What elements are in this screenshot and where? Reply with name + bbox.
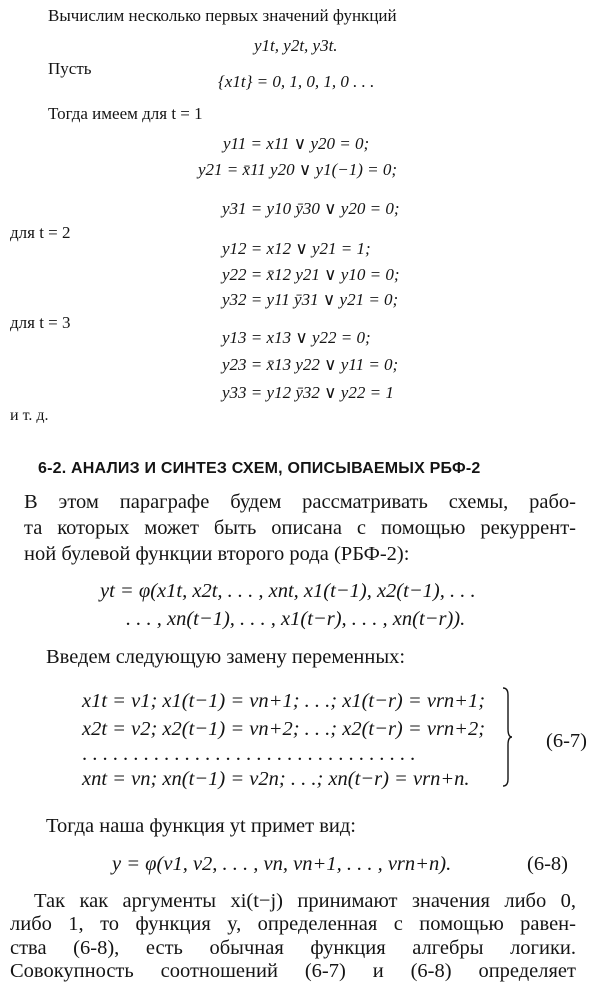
paragraph-line: Совокупность соотношений (6-7) и (6-8) определяет [10, 960, 576, 982]
for-t2-label: для t = 2 [10, 223, 71, 242]
paragraph-line: ной булевой функции второго рода (РБФ-2): [24, 543, 410, 565]
substitution-row: xnt = vn; xn(t−1) = v2n; . . .; xn(t−r) = vrn+n. [82, 768, 470, 790]
t1-equation: y21 = x̄11 y20 ∨ y1(−1) = 0; [198, 160, 398, 179]
then-function-line: Тогда наша функция yt примет вид: [46, 815, 356, 837]
t3-equation: y33 = y12 ȳ32 ∨ y22 = 1 [222, 383, 394, 402]
let-label: Пусть [48, 59, 92, 78]
then-t1-line: Тогда имеем для t = 1 [48, 104, 203, 123]
t1-equation: y11 = x11 ∨ y20 = 0; [223, 134, 370, 153]
t1-equation: y31 = y10 ȳ30 ∨ y20 = 0; [222, 199, 400, 218]
t2-equation: y22 = x̄12 y21 ∨ y10 = 0; [222, 265, 400, 284]
t2-equation: y12 = x12 ∨ y21 = 1; [222, 239, 371, 258]
etc-label: и т. д. [10, 407, 49, 424]
equation-number: (6-8) [527, 853, 568, 875]
intro-line: Вычислим несколько первых значений функций [48, 6, 397, 25]
substitution-row: x2t = v2; x2(t−1) = vn+2; . . .; x2(t−r) = vrn+2; [82, 718, 486, 740]
t2-equation: y32 = y11 ȳ31 ∨ y21 = 0; [222, 290, 399, 309]
paragraph-line: Так как аргументы xi(t−j) принимают значения либо 0, [34, 890, 576, 912]
paragraph-line: та которых может быть описана с помощью рекуррент- [24, 517, 576, 539]
substitution-intro: Введем следующую замену переменных: [46, 646, 406, 668]
main-equation-line: . . . , xn(t−1), . . . , x1(t−r), . . . , xn(t−r)). [126, 608, 466, 630]
right-brace-icon [502, 687, 512, 787]
for-t3-label: для t = 3 [10, 313, 71, 332]
substitution-row: . . . . . . . . . . . . . . . . . . . . . . . . . . . . . . . . . [82, 743, 416, 765]
equation-number: (6-7) [546, 730, 587, 752]
section-heading: 6-2. АНАЛИЗ И СИНТЕЗ СХЕМ, ОПИСЫВАЕМЫХ РБФ-2 [38, 460, 481, 477]
t3-equation: y13 = x13 ∨ y22 = 0; [222, 328, 371, 347]
sequence-line: {x1t} = 0, 1, 0, 1, 0 . . . [218, 72, 375, 91]
main-equation-line: yt = φ(x1t, x2t, . . . , xnt, x1(t−1), x2(t−1), . . . [100, 580, 476, 602]
equation-6-8: y = φ(v1, v2, . . . , vn, vn+1, . . . , vrn+n). [112, 853, 452, 875]
functions-line: y1t, y2t, y3t. [254, 36, 338, 55]
paragraph-line: В этом параграфе будем рассматривать схемы, рабо- [24, 491, 576, 513]
paragraph-line: либо 1, то функция y, определенная с помощью равен- [10, 913, 576, 935]
t3-equation: y23 = x̄13 y22 ∨ y11 = 0; [222, 355, 399, 374]
substitution-row: x1t = v1; x1(t−1) = vn+1; . . .; x1(t−r) = vrn+1; [82, 690, 486, 712]
paragraph-line: ства (6-8), есть обычная функция алгебры логики. [10, 937, 576, 959]
